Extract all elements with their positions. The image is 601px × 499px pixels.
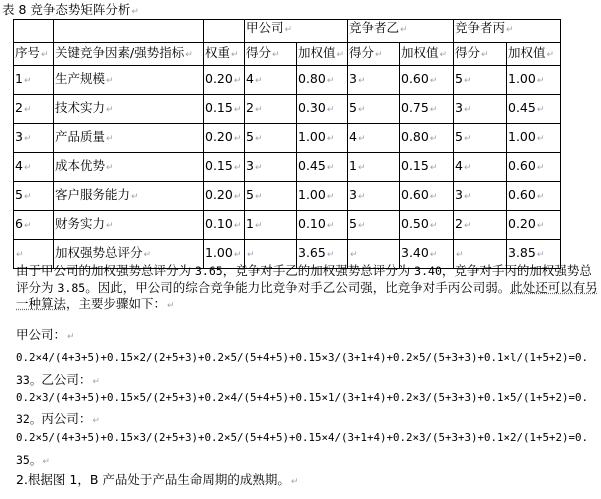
header-cell: 关键竞争因素/强势指标↵ — [54, 43, 204, 66]
company-c-result: 35。↵ — [16, 453, 50, 467]
table-title: 表 8 竞争态势矩阵分析↵ — [2, 2, 139, 17]
table-cell: 1↵ — [14, 66, 54, 95]
company-a-header: 甲公司↵ — [245, 20, 348, 43]
table-cell: 1.00↵ — [297, 182, 348, 211]
company-a-equation: 0.2×4/(4+3+5)+0.15×2/(2+5+3)+0.2×5/(5+4+5)+0.15×3/(3+1+4)+0.2×5/(5+3+3)+0.1×l/(1+5+2)=0. — [16, 351, 589, 364]
table-cell: 2↵ — [14, 95, 54, 124]
table-cell: 0.30↵ — [297, 95, 348, 124]
table-row — [14, 211, 561, 240]
table-cell: 0.20↵ — [204, 182, 245, 211]
header-cell: 加权值↵ — [297, 43, 348, 66]
table-cell: 3↵ — [454, 182, 507, 211]
table-cell: 0.20↵ — [204, 66, 245, 95]
table-cell: 0.80↵ — [400, 124, 454, 153]
table-cell: 1↵ — [245, 211, 297, 240]
table-cell: 0.60↵ — [400, 66, 454, 95]
table-cell: 1.00↵ — [204, 240, 245, 269]
table-cell: 3.65↵ — [297, 240, 348, 269]
table-cell: 成本优势↵ — [54, 153, 204, 182]
company-c-header: 竞争者丙↵ — [454, 20, 561, 43]
header-cell: 得分↵ — [245, 43, 297, 66]
table-cell: 4↵ — [348, 124, 400, 153]
table-row — [14, 182, 561, 211]
table-cell: 2↵ — [245, 95, 297, 124]
table-cell: 加权强势总评分↵ — [54, 240, 204, 269]
table-row — [14, 66, 561, 95]
table-cell: 5↵ — [348, 95, 400, 124]
table-cell: 3.85↵ — [507, 240, 561, 269]
table-cell: 0.20↵ — [507, 211, 561, 240]
table-cell: 0.45↵ — [507, 95, 561, 124]
alternative-method-phrase: 此处还可以有另一种算法 — [16, 279, 598, 311]
table-cell: 4↵ — [14, 153, 54, 182]
header-cell: 加权值↵ — [400, 43, 454, 66]
company-b-equation: 0.2×3/(4+3+5)+0.15×5/(2+5+3)+0.2×4/(5+4+5)+0.15×1/(3+1+4)+0.2×3/(5+3+3)+0.1×5/(1+5+2)=0. — [16, 391, 589, 404]
table-cell: 5↵ — [454, 66, 507, 95]
blank-cell — [204, 20, 245, 43]
table-row — [14, 124, 561, 153]
conclusion-paragraph: 由于甲公司的加权强势总评分为 3.65，竞争对手乙的加权强势总评分为 3.40，竞争对手丙的加权强势总评分为 3.85。因此，甲公司的综合竞争能力比竞争对手乙公司强，比竞争对手丙公司弱。此处还可以有另一种算法，主要步骤如下：↵ — [16, 263, 598, 311]
table-cell: 1.00↵ — [297, 124, 348, 153]
table-cell: 5↵ — [245, 182, 297, 211]
table-cell: 0.20↵ — [204, 124, 245, 153]
header-cell: 加权值↵ — [507, 43, 561, 66]
table-cell: 5↵ — [348, 211, 400, 240]
table-cell: 3↵ — [14, 124, 54, 153]
header-cell: 得分↵ — [454, 43, 507, 66]
table-row — [14, 95, 561, 124]
table-cell: 3↵ — [348, 182, 400, 211]
header-cell: 序号↵ — [14, 43, 54, 66]
table-cell: 6↵ — [14, 211, 54, 240]
table-cell: 0.80↵ — [297, 66, 348, 95]
competitive-matrix-table — [13, 19, 561, 269]
table-cell: 5↵ — [245, 124, 297, 153]
table-cell: 5↵ — [14, 182, 54, 211]
table-cell: 0.15↵ — [400, 153, 454, 182]
table-cell: ↵ — [454, 240, 507, 269]
table-cell: 产品质量↵ — [54, 124, 204, 153]
company-header-row — [14, 20, 561, 43]
table-cell: 1.00↵ — [507, 66, 561, 95]
table-cell: 0.45↵ — [297, 153, 348, 182]
table-cell: 客户服务能力↵ — [54, 182, 204, 211]
table-cell: ↵ — [245, 240, 297, 269]
table-row — [14, 153, 561, 182]
company-a-result: 33。乙公司：↵ — [16, 372, 100, 387]
company-b-header: 竞争者乙↵ — [348, 20, 454, 43]
table-cell: ↵ — [14, 240, 54, 269]
table-cell: ↵ — [348, 240, 400, 269]
table-cell: 4↵ — [454, 153, 507, 182]
table-cell: 0.10↵ — [297, 211, 348, 240]
company-b-result: 32。丙公司：↵ — [16, 411, 100, 426]
table-cell: 4↵ — [245, 66, 297, 95]
blank-cell — [54, 20, 204, 43]
header-cell: 权重↵ — [204, 43, 245, 66]
table-cell: 财务实力↵ — [54, 211, 204, 240]
company-a-label: 甲公司：↵ — [16, 327, 75, 342]
table-cell: 3↵ — [348, 66, 400, 95]
header-cell: 得分↵ — [348, 43, 400, 66]
table-cell: 0.15↵ — [204, 153, 245, 182]
table-cell: 3↵ — [454, 95, 507, 124]
final-statement: 2.根据图 1，B 产品处于产品生命周期的成熟期。↵ — [16, 472, 299, 487]
table-cell: 0.60↵ — [507, 153, 561, 182]
column-header-row — [14, 43, 561, 66]
table-cell: 0.10↵ — [204, 211, 245, 240]
table-cell: 0.75↵ — [400, 95, 454, 124]
table-cell: 生产规模↵ — [54, 66, 204, 95]
table-cell: 3↵ — [245, 153, 297, 182]
table-cell: 0.15↵ — [204, 95, 245, 124]
table-cell: 2↵ — [454, 211, 507, 240]
table-cell: 0.60↵ — [400, 182, 454, 211]
table-cell: 3.40↵ — [400, 240, 454, 269]
table-cell: 5↵ — [454, 124, 507, 153]
table-cell: 0.60↵ — [507, 182, 561, 211]
company-c-equation: 0.2×5/(4+3+5)+0.15×3/(2+5+3)+0.2×5/(5+4+5)+0.15×4/(3+1+4)+0.2×3/(5+3+3)+0.1×2/(1+5+2)=0. — [16, 431, 589, 444]
table-cell: 技术实力↵ — [54, 95, 204, 124]
table-cell: 1↵ — [348, 153, 400, 182]
table-cell: 1.00↵ — [507, 124, 561, 153]
table-cell: 0.50↵ — [400, 211, 454, 240]
blank-cell — [14, 20, 54, 43]
